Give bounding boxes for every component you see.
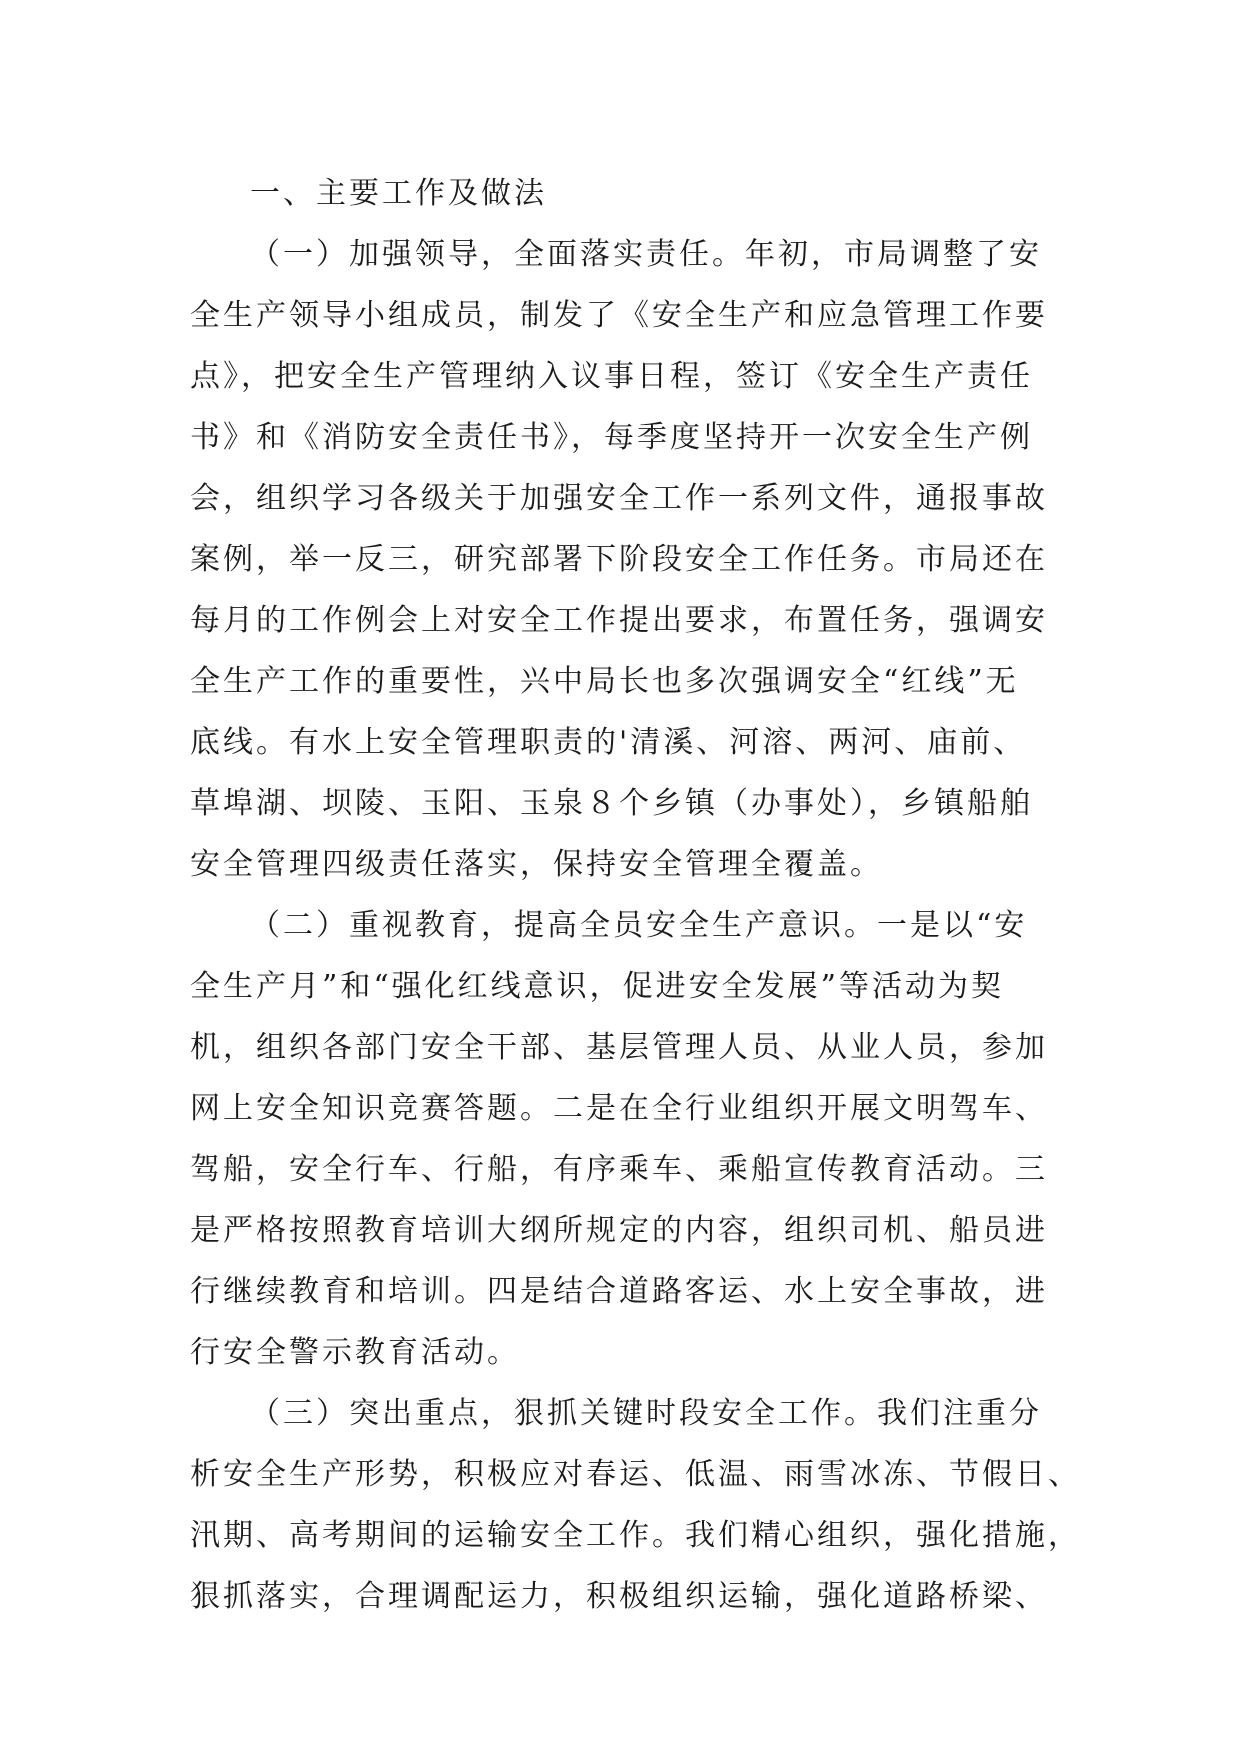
paragraph-line: 狠抓落实，合理调配运力，积极组织运输，强化道路桥梁、 xyxy=(190,1579,1048,1614)
paragraph-line: 全生产领导小组成员，制发了《安全生产和应急管理工作要 xyxy=(190,298,1048,333)
paragraph-line: 汛期、高考期间的运输安全工作。我们精心组织，强化措施， xyxy=(190,1518,1081,1553)
paragraph-line: 案例，举一反三，研究部署下阶段安全工作任务。市局还在 xyxy=(190,542,1048,577)
document-body xyxy=(190,163,1081,1627)
section-heading: 一、主要工作及做法 xyxy=(250,176,547,211)
paragraph-line: 每月的工作例会上对安全工作提出要求，布置任务，强调安 xyxy=(190,603,1048,638)
paragraph-line: 是严格按照教育培训大纲所规定的内容，组织司机、船员进 xyxy=(190,1213,1048,1248)
paragraph-line: 底线。有水上安全管理职责的'清溪、河溶、两河、庙前、 xyxy=(190,725,1027,760)
paragraph-line: 网上安全知识竞赛答题。二是在全行业组织开展文明驾车、 xyxy=(190,1091,1048,1126)
paragraph-line: 书》和《消防安全责任书》，每季度坚持开一次安全生产例 xyxy=(190,420,1033,455)
paragraph-line: 全生产工作的重要性，兴中局长也多次强调安全“红线”无 xyxy=(190,664,1019,699)
paragraph-line: （一）加强领导，全面落实责任。年初，市局调整了安 xyxy=(250,237,1042,272)
paragraph-line: 草埠湖、坝陵、玉阳、玉泉８个乡镇（办事处），乡镇船舶 xyxy=(190,786,1033,821)
paragraph-line: 行安全警示教育活动。 xyxy=(190,1335,520,1370)
paragraph-line: （二）重视教育，提高全员安全生产意识。一是以“安 xyxy=(250,908,1028,943)
paragraph-line: （三）突出重点，狠抓关键时段安全工作。我们注重分 xyxy=(250,1396,1042,1431)
paragraph-line: 行继续教育和培训。四是结合道路客运、水上安全事故，进 xyxy=(190,1274,1048,1309)
paragraph-line: 析安全生产形势，积极应对春运、低温、雨雪冰冻、节假日、 xyxy=(190,1457,1081,1492)
paragraph-line: 驾船，安全行车、行船，有序乘车、乘船宣传教育活动。三 xyxy=(190,1152,1048,1187)
paragraph-line: 安全管理四级责任落实，保持安全管理全覆盖。 xyxy=(190,847,883,882)
paragraph-line: 会，组织学习各级关于加强安全工作一系列文件，通报事故 xyxy=(190,481,1048,516)
paragraph-line: 全生产月”和“强化红线意识，促进安全发展”等活动为契 xyxy=(190,969,1005,1004)
paragraph-line: 点》，把安全生产管理纳入议事日程，签订《安全生产责任 xyxy=(190,359,1033,394)
paragraph-line: 机，组织各部门安全干部、基层管理人员、从业人员，参加 xyxy=(190,1030,1048,1065)
